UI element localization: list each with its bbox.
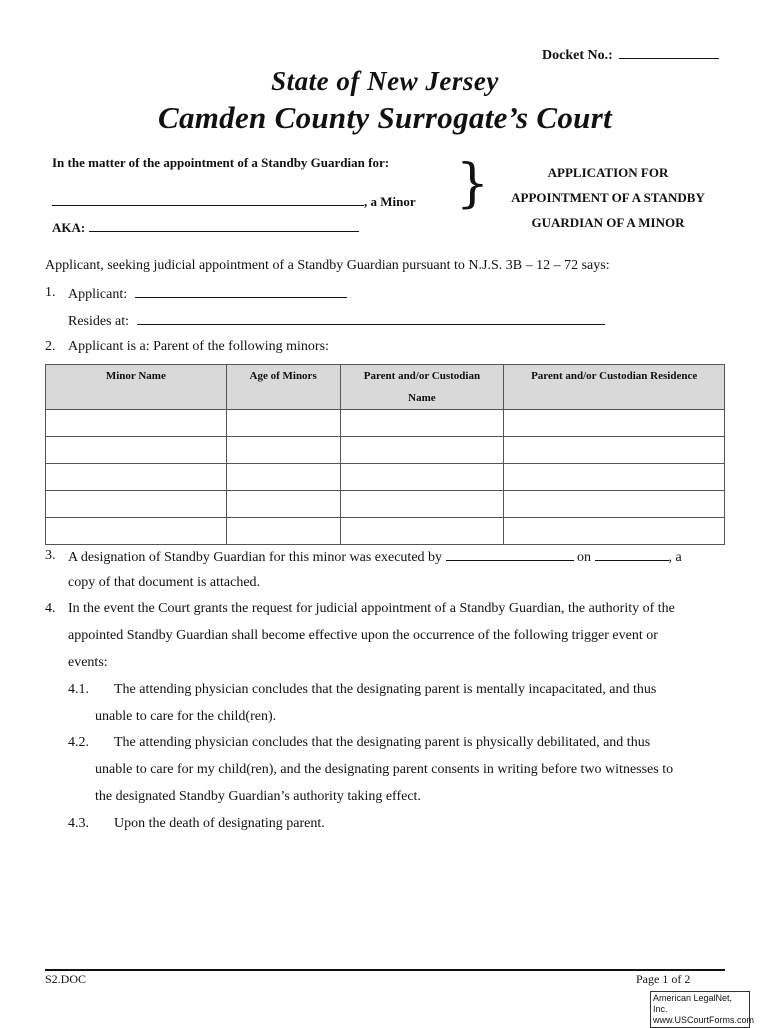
table-cell[interactable] <box>504 518 725 545</box>
stamp-line-2: www.USCourtForms.com <box>653 1015 755 1025</box>
table-cell[interactable] <box>46 410 227 437</box>
sub-4-3-number: 4.3. <box>68 816 89 831</box>
sub-4-2-number: 4.2. <box>68 735 89 750</box>
item-3-comma: , a <box>668 550 682 565</box>
table-cell[interactable] <box>340 518 504 545</box>
header-custodian-name <box>340 365 504 410</box>
header-minor-name: Minor Name <box>46 365 227 410</box>
sub-4-2-line-2: unable to care for my child(ren), and the designating parent consents in writing before two witnesses to <box>95 762 674 777</box>
executed-date-field[interactable] <box>595 548 669 561</box>
footer-rule <box>45 969 725 971</box>
table-cell[interactable] <box>46 437 227 464</box>
resides-field[interactable] <box>137 312 605 325</box>
header-custodian-name-line1: Parent and/or Custodian <box>363 370 481 382</box>
table-cell[interactable] <box>340 464 504 491</box>
table-cell[interactable] <box>504 437 725 464</box>
item-3-on: on <box>577 550 592 565</box>
table-cell[interactable] <box>340 491 504 518</box>
table-cell[interactable] <box>340 437 504 464</box>
footer-page-number: Page 1 of 2 <box>636 972 691 986</box>
sub-4-1-number: 4.1. <box>68 682 89 697</box>
matter-intro: In the matter of the appointment of a Standby Guardian for: <box>52 155 390 170</box>
footer-doc-id: S2.DOC <box>45 972 87 986</box>
minors-table <box>45 364 725 545</box>
table-row <box>46 464 725 491</box>
item-3-line-1 <box>68 548 682 566</box>
table-cell[interactable] <box>226 437 340 464</box>
header-custodian-residence: Parent and/or Custodian Residence <box>504 365 725 410</box>
table-row <box>46 437 725 464</box>
applicant-field[interactable] <box>135 285 347 298</box>
table-cell[interactable] <box>226 518 340 545</box>
table-cell[interactable] <box>340 410 504 437</box>
table-cell[interactable] <box>226 410 340 437</box>
sub-4-1-line-1: The attending physician concludes that the designating parent is mentally incapacitated, and thus <box>114 682 657 697</box>
aka-line <box>52 220 359 236</box>
item-4-number: 4. <box>45 601 56 616</box>
resides-label: Resides at: <box>68 314 130 329</box>
table-cell[interactable] <box>504 410 725 437</box>
item-4-line-2: appointed Standby Guardian shall become effective upon the occurrence of the following trigger event or <box>68 628 658 643</box>
table-cell[interactable] <box>504 464 725 491</box>
table-cell[interactable] <box>46 518 227 545</box>
header-custodian-name-line2: Name <box>408 392 436 404</box>
item-3-number: 3. <box>45 548 56 563</box>
applicant-intro: Applicant, seeking judicial appointment of a Standby Guardian pursuant to N.J.S. 3B – 12 – 72 says: <box>45 258 610 273</box>
item-2-number: 2. <box>45 339 56 354</box>
brace-divider: } <box>456 154 490 214</box>
aka-label: AKA: <box>52 220 86 235</box>
court-title: Camden County Surrogate’s Court <box>157 100 613 135</box>
table-header-row <box>46 365 725 410</box>
table-cell[interactable] <box>504 491 725 518</box>
resides-at <box>68 312 605 330</box>
sub-4-1-line-2: unable to care for the child(ren). <box>95 709 277 724</box>
item-4-line-3: events: <box>68 655 108 670</box>
sub-4-3-line-1: Upon the death of designating parent. <box>114 816 325 831</box>
item-3-text: A designation of Standby Guardian for this minor was executed by <box>68 550 443 565</box>
item-4-line-1: In the event the Court grants the request for judicial appointment of a Standby Guardian, the authority of the <box>68 601 675 616</box>
minor-suffix: , a Minor <box>364 194 416 209</box>
table-cell[interactable] <box>46 491 227 518</box>
item-2-text: Applicant is a: Parent of the following minors: <box>68 339 329 354</box>
sub-4-2-line-3: the designated Standby Guardian’s authority taking effect. <box>95 789 421 804</box>
table-cell[interactable] <box>46 464 227 491</box>
table-cell[interactable] <box>226 464 340 491</box>
executed-by-field[interactable] <box>446 548 574 561</box>
header-age: Age of Minors <box>226 365 340 410</box>
table-cell[interactable] <box>226 491 340 518</box>
state-title: State of New Jersey <box>271 66 499 96</box>
application-title-line: APPOINTMENT OF A STANDBY <box>511 190 705 205</box>
minor-name-line <box>52 194 416 210</box>
item-1-number: 1. <box>45 285 56 300</box>
minor-name-field[interactable] <box>52 195 364 206</box>
applicant-label: Applicant: <box>68 287 128 302</box>
docket-label: Docket No.: <box>542 48 613 63</box>
aka-field[interactable] <box>89 221 359 232</box>
docket-number <box>542 46 719 64</box>
application-title-line: GUARDIAN OF A MINOR <box>531 215 685 230</box>
table-row <box>46 518 725 545</box>
table-row <box>46 491 725 518</box>
publisher-stamp <box>650 991 755 1028</box>
docket-field[interactable] <box>619 46 719 59</box>
item-1 <box>68 285 347 303</box>
sub-4-2-line-1: The attending physician concludes that the designating parent is physically debilitated, and thus <box>114 735 651 750</box>
application-title <box>490 160 726 235</box>
application-title-line: APPLICATION FOR <box>547 165 669 180</box>
item-3-line-2: copy of that document is attached. <box>68 575 261 590</box>
table-row <box>46 410 725 437</box>
stamp-line-1: American LegalNet, Inc. <box>653 993 733 1014</box>
